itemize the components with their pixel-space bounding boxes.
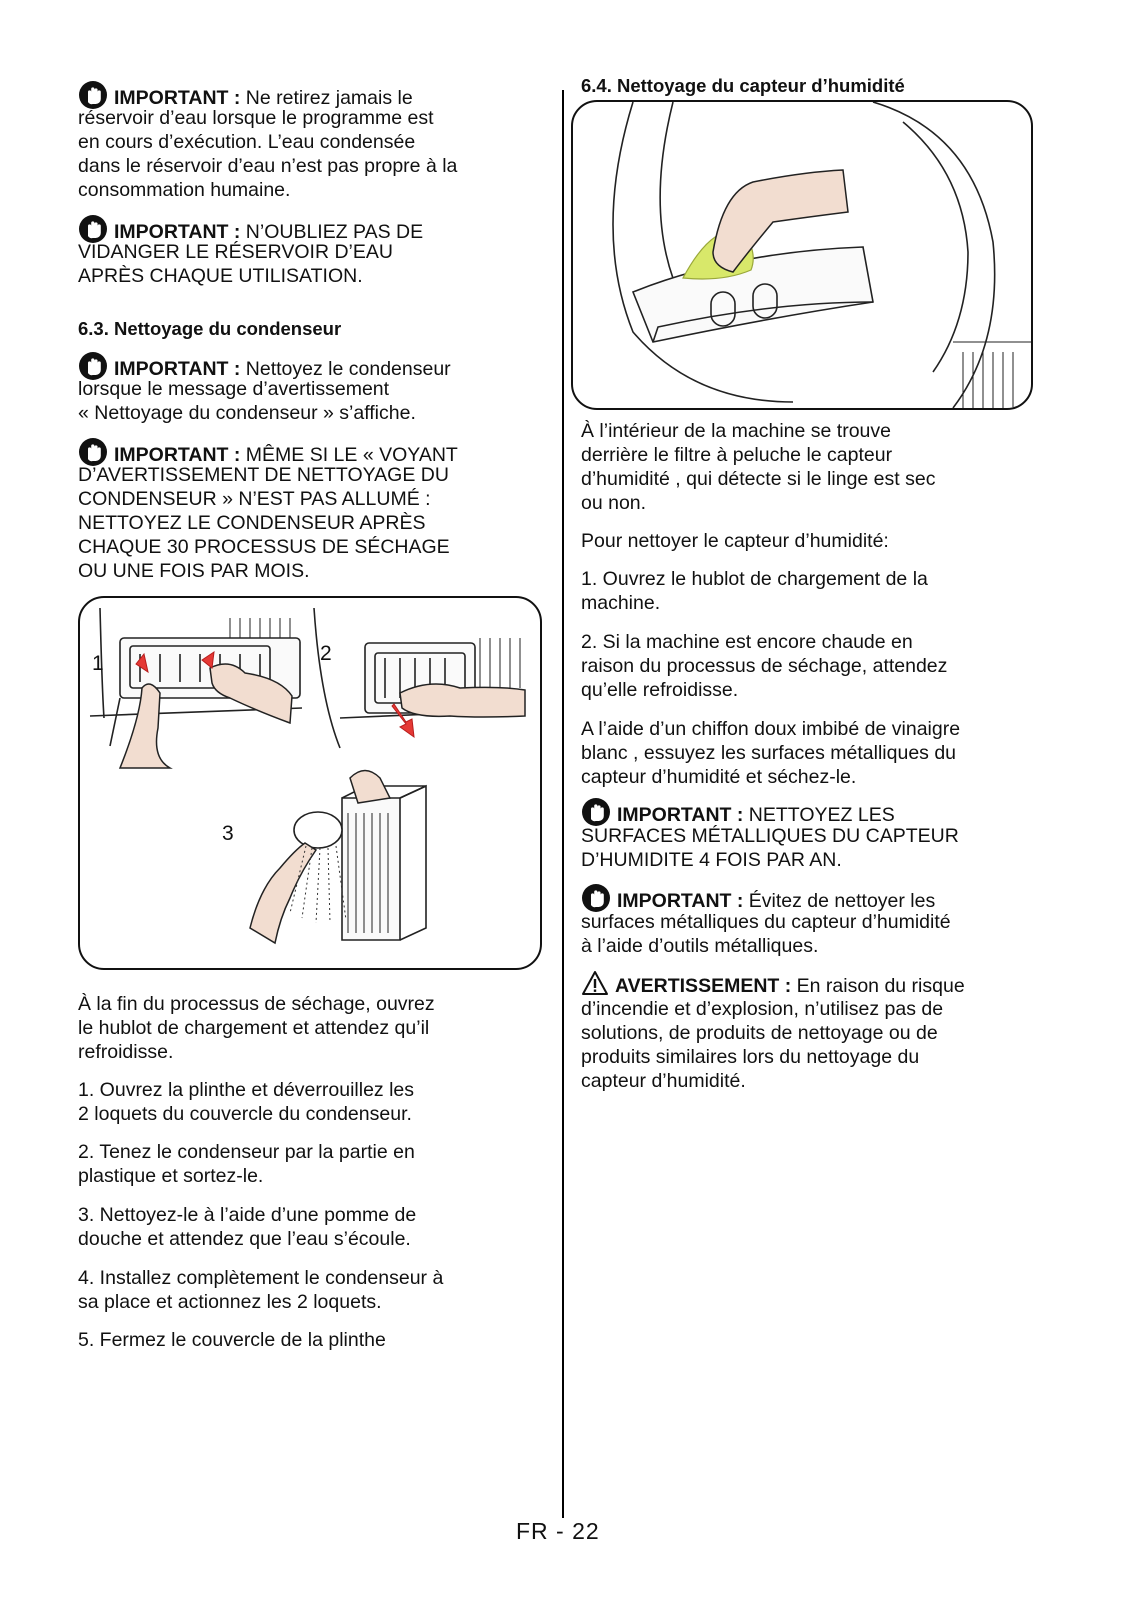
- important-label: IMPORTANT :: [114, 87, 241, 109]
- text-line: dans le réservoir d’eau n’est pas propre à la: [78, 155, 458, 177]
- step-3-line: douche et attendez que l’eau s’écoule.: [78, 1228, 411, 1250]
- figure-step-label: 3: [222, 822, 234, 845]
- text-line: en cours d’exécution. L’eau condensée: [78, 131, 416, 153]
- text-line: APRÈS CHAQUE UTILISATION.: [78, 265, 363, 287]
- page-number: FR - 22: [516, 1518, 600, 1544]
- text-line: ou non.: [581, 492, 647, 514]
- condenser-cleaning-figure: [78, 596, 542, 970]
- warning-note: [581, 970, 965, 999]
- text-line: « Nettoyage du condenseur » s’affiche.: [78, 402, 416, 424]
- text-line: NETTOYEZ LES: [743, 804, 895, 826]
- text-line: Ne retirez jamais le: [240, 87, 413, 109]
- warning-label: AVERTISSEMENT :: [615, 975, 792, 997]
- text-line: capteur d’humidité.: [581, 1070, 746, 1092]
- important-label: IMPORTANT :: [114, 444, 241, 466]
- step-2-line: 2. Tenez le condenseur par la partie en: [78, 1141, 415, 1163]
- important-hand-icon: [78, 351, 108, 381]
- text-line: Pour nettoyer le capteur d’humidité:: [581, 530, 889, 552]
- section-title-condenser: 6.3. Nettoyage du condenseur: [78, 318, 342, 339]
- condenser-illustration: [80, 598, 540, 968]
- text-line: capteur d’humidité et séchez-le.: [581, 766, 857, 788]
- step-4-line: sa place et actionnez les 2 loquets.: [78, 1291, 382, 1313]
- text-line: lorsque le message d’avertissement: [78, 378, 390, 400]
- important-label: IMPORTANT :: [114, 221, 241, 243]
- text-line: En raison du risque: [791, 975, 965, 997]
- text-line: d’humidité , qui détecte si le linge est sec: [581, 468, 936, 490]
- important-note-5: [581, 797, 895, 828]
- step-2-line: raison du processus de séchage, attendez: [581, 655, 948, 677]
- step-3-line: 3. Nettoyez-le à l’aide d’une pomme de: [78, 1204, 417, 1226]
- text-line: le hublot de chargement et attendez qu’il: [78, 1017, 430, 1039]
- text-line: D’HUMIDITE 4 FOIS PAR AN.: [581, 849, 842, 871]
- important-label: IMPORTANT :: [617, 890, 744, 912]
- step-4-line: 4. Installez complètement le condenseur à: [78, 1267, 444, 1289]
- important-hand-icon: [581, 797, 611, 827]
- text-line: CONDENSEUR » N’EST PAS ALLUMÉ :: [78, 488, 431, 510]
- text-line: SURFACES MÉTALLIQUES DU CAPTEUR: [581, 825, 959, 847]
- step-2-line: 2. Si la machine est encore chaude en: [581, 631, 913, 653]
- humidity-sensor-illustration: [573, 102, 1031, 408]
- warning-triangle-icon: [581, 970, 609, 996]
- step-1-line: 1. Ouvrez le hublot de chargement de la: [581, 568, 928, 590]
- text-line: produits similaires lors du nettoyage du: [581, 1046, 920, 1068]
- text-line: Évitez de nettoyer les: [743, 890, 936, 912]
- section-title-humidity-sensor: 6.4. Nettoyage du capteur d’humidité: [581, 75, 905, 96]
- important-note-6: [581, 883, 935, 914]
- text-line: Nettoyez le condenseur: [240, 358, 451, 380]
- text-line: N’OUBLIEZ PAS DE: [240, 221, 424, 243]
- text-line: D’AVERTISSEMENT DE NETTOYAGE DU: [78, 464, 449, 486]
- figure-step-label: 2: [320, 642, 332, 665]
- text-line: NETTOYEZ LE CONDENSEUR APRÈS: [78, 512, 426, 534]
- important-hand-icon: [78, 80, 108, 110]
- important-hand-icon: [78, 437, 108, 467]
- text-line: À l’intérieur de la machine se trouve: [581, 420, 891, 442]
- important-note-3: [78, 351, 451, 382]
- step-1-line: 1. Ouvrez la plinthe et déverrouillez les: [78, 1079, 415, 1101]
- text-line: A l’aide d’un chiffon doux imbibé de vinaigre: [581, 718, 961, 740]
- step-1-line: 2 loquets du couvercle du condenseur.: [78, 1103, 412, 1125]
- text-line: à l’aide d’outils métalliques.: [581, 935, 819, 957]
- important-note-4: [78, 437, 458, 468]
- text-line: réservoir d’eau lorsque le programme est: [78, 107, 434, 129]
- step-2-line: qu’elle refroidisse.: [581, 679, 739, 701]
- step-2-line: plastique et sortez-le.: [78, 1165, 264, 1187]
- text-line: consommation humaine.: [78, 179, 291, 201]
- figure-step-label: 1: [92, 652, 104, 675]
- step-5-line: 5. Fermez le couvercle de la plinthe: [78, 1329, 386, 1351]
- text-line: MÊME SI LE « VOYANT: [240, 444, 458, 466]
- important-label: IMPORTANT :: [617, 804, 744, 826]
- text-line: blanc , essuyez les surfaces métalliques du: [581, 742, 957, 764]
- humidity-sensor-figure: [571, 100, 1033, 410]
- text-line: OU UNE FOIS PAR MOIS.: [78, 560, 310, 582]
- important-label: IMPORTANT :: [114, 358, 241, 380]
- column-divider: [562, 90, 564, 1518]
- text-line: refroidisse.: [78, 1041, 174, 1063]
- step-1-line: machine.: [581, 592, 661, 614]
- important-hand-icon: [581, 883, 611, 913]
- text-line: d’incendie et d’explosion, n’utilisez pas de: [581, 998, 944, 1020]
- text-line: CHAQUE 30 PROCESSUS DE SÉCHAGE: [78, 536, 450, 558]
- important-hand-icon: [78, 214, 108, 244]
- text-line: VIDANGER LE RÉSERVOIR D’EAU: [78, 241, 393, 263]
- text-line: À la fin du processus de séchage, ouvrez: [78, 993, 435, 1015]
- text-line: solutions, de produits de nettoyage ou de: [581, 1022, 938, 1044]
- text-line: surfaces métalliques du capteur d’humidité: [581, 911, 951, 933]
- text-line: derrière le filtre à peluche le capteur: [581, 444, 893, 466]
- important-note-1: [78, 80, 413, 111]
- important-note-2: [78, 214, 423, 245]
